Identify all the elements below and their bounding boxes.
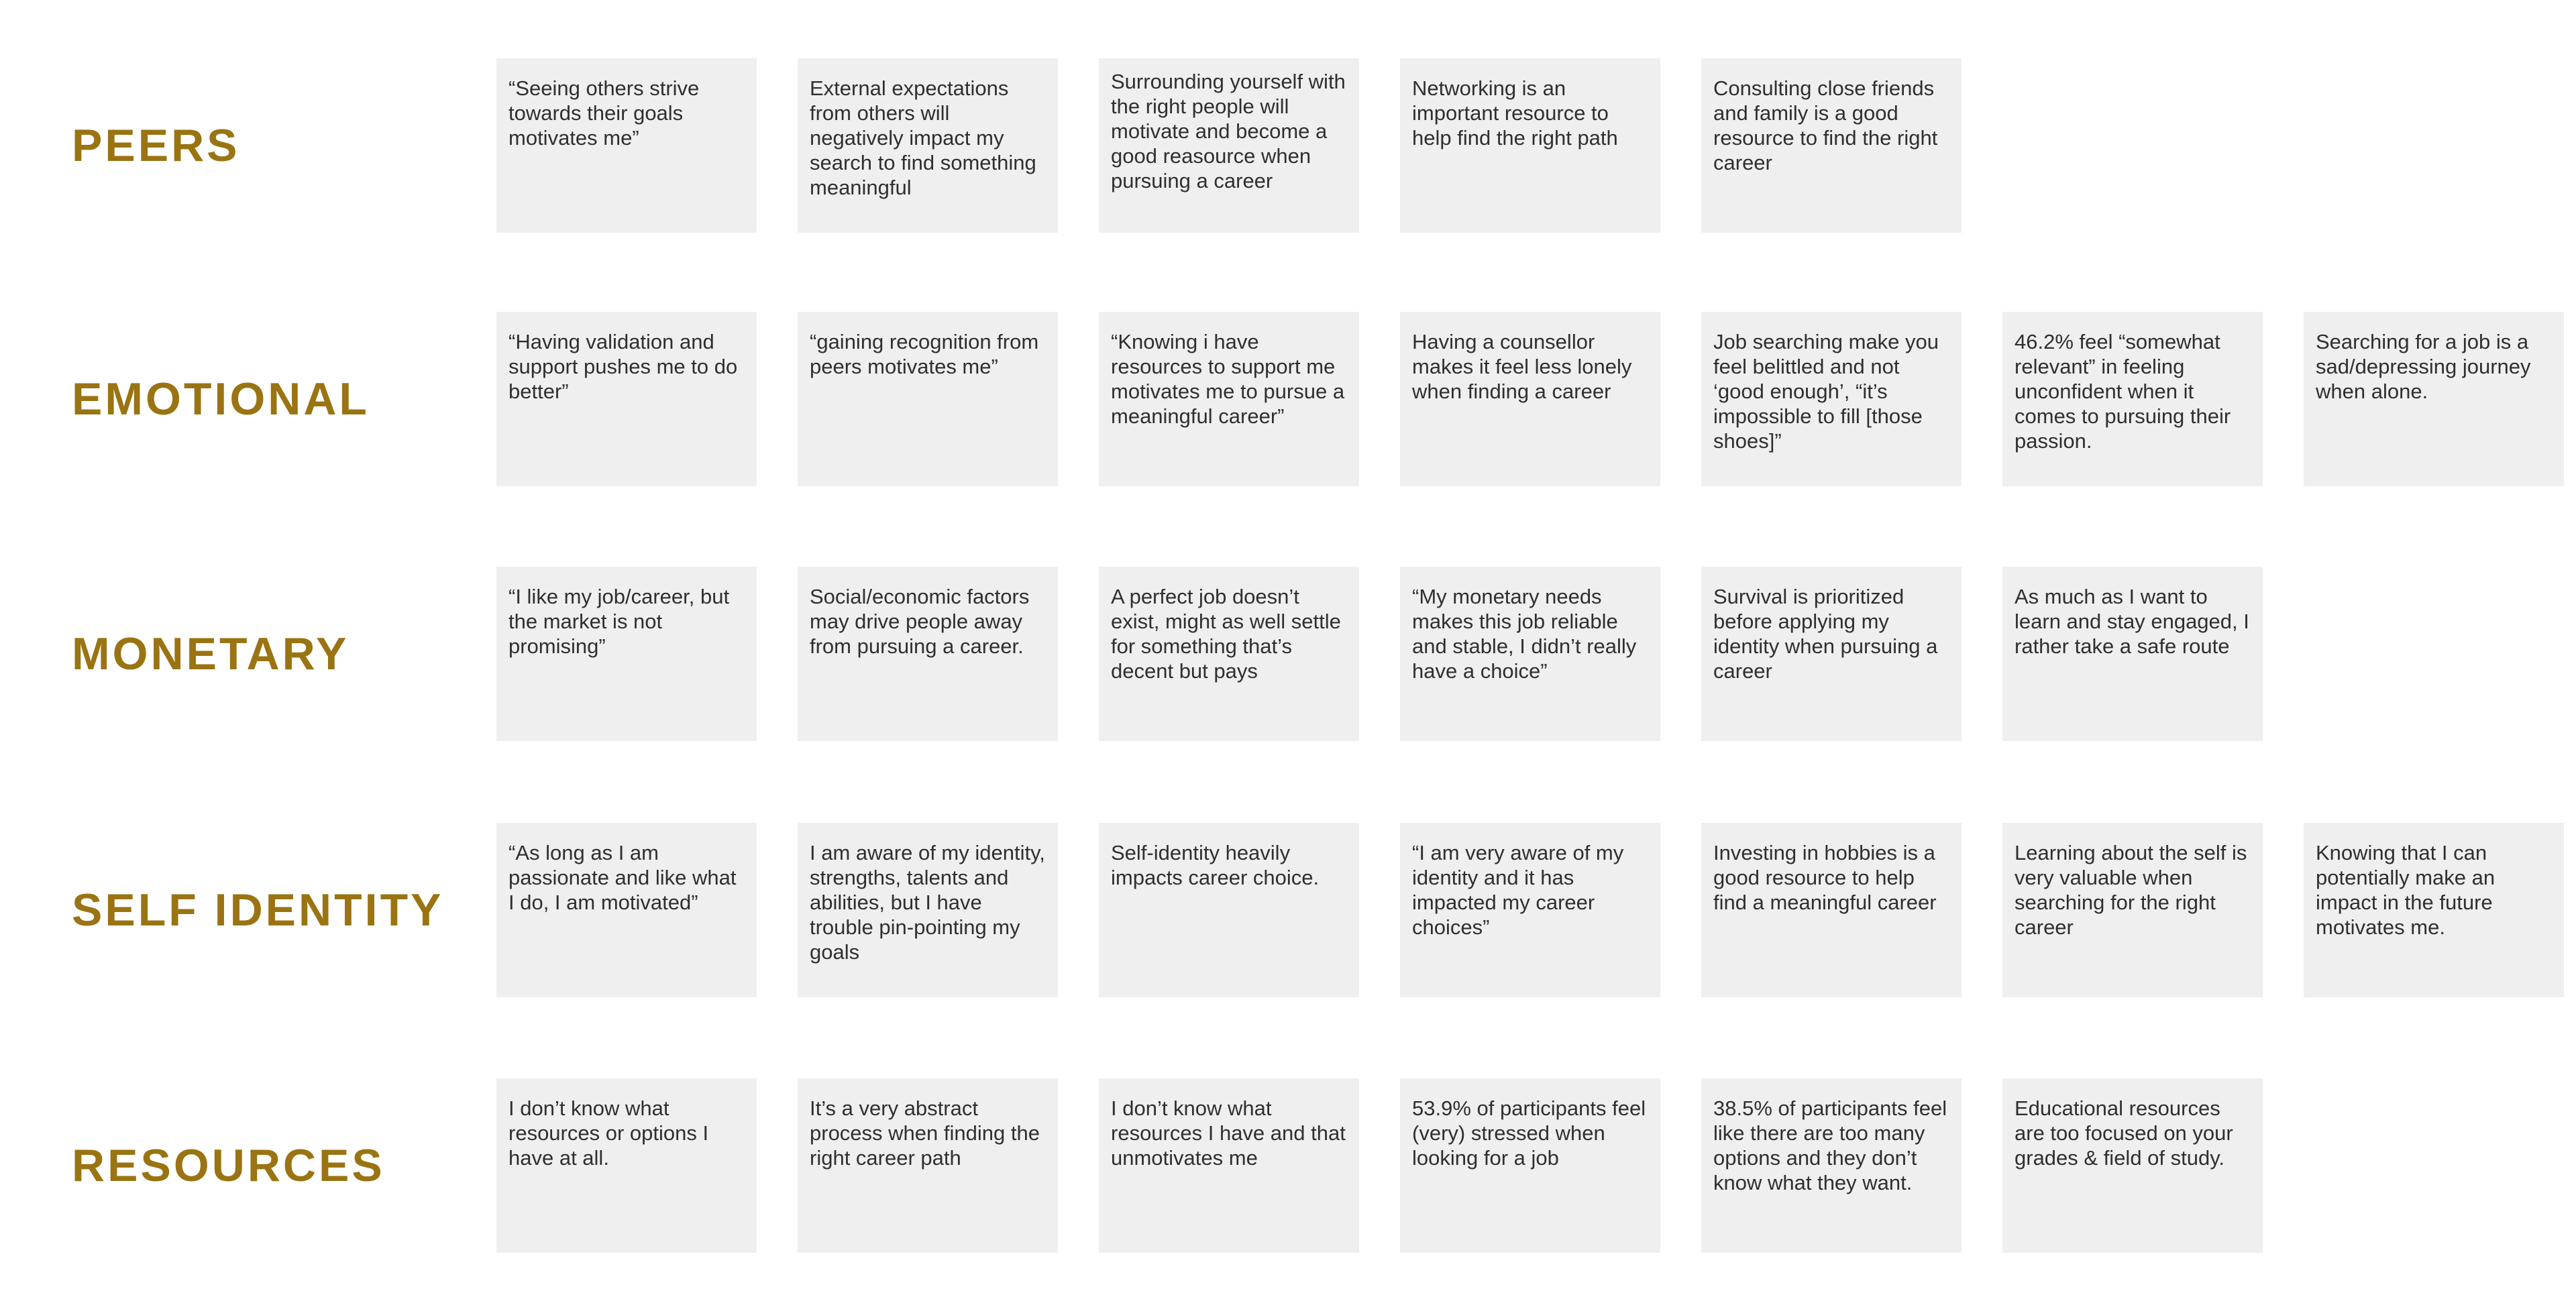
sticky-note: I don’t know what resources I have and that unmotivates me [1099,1078,1359,1253]
sticky-note: Educational resources are too focused on your grades & field of study. [2002,1078,2263,1253]
category-row-monetary [0,567,2576,741]
sticky-note: “Knowing i have resources to support me motivates me to pursue a meaningful career” [1099,312,1359,486]
notes-emotional [496,312,2576,486]
category-label-self-identity: SELF IDENTITY [72,885,444,936]
sticky-note: Learning about the self is very valuable when searching for the right career [2002,823,2263,997]
sticky-note: “gaining recognition from peers motivates me” [798,312,1058,486]
sticky-note: “Having validation and support pushes me to do better” [496,312,757,486]
sticky-note: Consulting close friends and family is a good resource to find the right career [1701,58,1962,233]
sticky-note: I am aware of my identity, strengths, talents and abilities, but I have trouble pin-pointing my goals [798,823,1058,997]
sticky-note: Surrounding yourself with the right people will motivate and become a good reasource when pursuing a career [1099,58,1359,233]
category-label-peers: PEERS [72,120,240,171]
sticky-note: 38.5% of participants feel like there are too many options and they don’t know what they want. [1701,1078,1962,1253]
notes-peers [496,58,2576,233]
category-row-self-identity [0,823,2576,997]
notes-resources [496,1078,2576,1253]
sticky-note: Self-identity heavily impacts career choice. [1099,823,1359,997]
category-label-monetary: MONETARY [72,628,350,679]
category-label-emotional: EMOTIONAL [72,374,370,425]
sticky-note: Survival is prioritized before applying my identity when pursuing a career [1701,567,1962,741]
sticky-note: It’s a very abstract process when finding the right career path [798,1078,1058,1253]
sticky-note: Investing in hobbies is a good resource to help find a meaningful career [1701,823,1962,997]
sticky-note: Social/economic factors may drive people away from pursuing a career. [798,567,1058,741]
sticky-note: 53.9% of participants feel (very) stressed when looking for a job [1400,1078,1660,1253]
sticky-note: Searching for a job is a sad/depressing journey when alone. [2304,312,2564,486]
category-row-peers [0,58,2576,233]
sticky-note: Networking is an important resource to help find the right path [1400,58,1660,233]
sticky-note: 46.2% feel “somewhat relevant” in feeling unconfident when it comes to pursuing their passion. [2002,312,2263,486]
category-row-resources [0,1078,2576,1253]
sticky-note: “I like my job/career, but the market is not promising” [496,567,757,741]
sticky-note: External expectations from others will negatively impact my search to find something meaningful [798,58,1058,233]
sticky-note: Job searching make you feel belittled and not ‘good enough’, “it’s impossible to fill [those shoes]” [1701,312,1962,486]
sticky-note: As much as I want to learn and stay engaged, I rather take a safe route [2002,567,2263,741]
notes-self-identity [496,823,2576,997]
sticky-note: “My monetary needs makes this job reliable and stable, I didn’t really have a choice” [1400,567,1660,741]
sticky-note: Knowing that I can potentially make an impact in the future motivates me. [2304,823,2564,997]
notes-monetary [496,567,2576,741]
category-row-emotional [0,312,2576,486]
sticky-note: “Seeing others strive towards their goals motivates me” [496,58,757,233]
sticky-note: Having a counsellor makes it feel less lonely when finding a career [1400,312,1660,486]
category-label-resources: RESOURCES [72,1140,385,1191]
sticky-note: “I am very aware of my identity and it has impacted my career choices” [1400,823,1660,997]
sticky-note: “As long as I am passionate and like what I do, I am motivated” [496,823,757,997]
sticky-note: A perfect job doesn’t exist, might as well settle for something that’s decent but pays [1099,567,1359,741]
sticky-note: I don’t know what resources or options I have at all. [496,1078,757,1253]
